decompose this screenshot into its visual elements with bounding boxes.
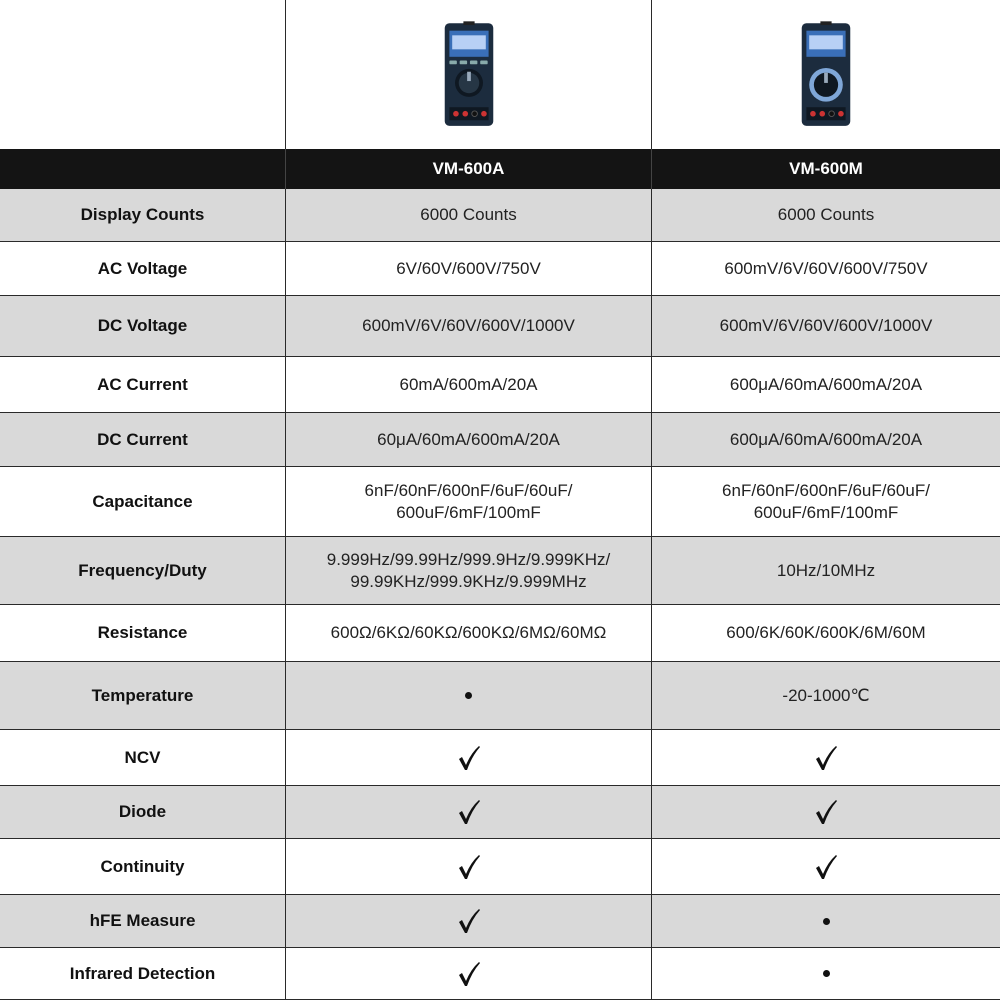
spec-value (730, 374, 922, 396)
spec-value-line: 600Ω/6KΩ/60KΩ/600KΩ/6MΩ/60MΩ (330, 623, 607, 642)
spec-value (331, 622, 607, 644)
checkmark-icon (457, 854, 481, 880)
spec-value-line: 600μA/60mA/600mA/20A (729, 429, 923, 449)
spec-value-line: 6000 Counts (420, 205, 517, 224)
feature-name: hFE Measure (89, 911, 196, 930)
spec-value-line: 600/6K/60K/600K/6M/60M (726, 623, 926, 642)
spec-value-line: 600mV/6V/60V/600V/1000V (719, 316, 933, 335)
feature-name: Frequency/Duty (78, 560, 207, 580)
spec-value-line: 600uF/6mF/100mF (753, 502, 899, 522)
multimeter-image (441, 19, 497, 131)
checkmark-icon (457, 961, 481, 987)
feature-name: Diode (118, 802, 167, 821)
spec-value (365, 480, 573, 524)
spec-value (362, 315, 575, 337)
checkmark-icon (457, 745, 481, 771)
spec-value (377, 429, 560, 451)
spec-value-line: 99.99KHz/999.9KHz/9.999MHz (350, 571, 587, 591)
spec-value-line: 6nF/60nF/600nF/6uF/60uF/ (722, 480, 930, 500)
spec-value-cell (652, 948, 1000, 1000)
multimeter-image (798, 19, 854, 131)
feature-name: Infrared Detection (69, 963, 216, 983)
feature-name: AC Current (97, 374, 188, 394)
spec-value-line: 6nF/60nF/600nF/6uF/60uF/ (364, 480, 573, 500)
spec-value-line: 600mV/6V/60V/600V/1000V (362, 316, 575, 335)
spec-value-cell (652, 662, 1000, 730)
row-label (0, 730, 286, 786)
spec-value-line: 10Hz/10MHz (776, 560, 876, 580)
row-label (0, 242, 286, 296)
row-label (0, 467, 286, 537)
model-name: VM-600M (789, 159, 863, 178)
spec-value-line: 60μA/60mA/600mA/20A (377, 429, 560, 449)
feature-name: DC Current (97, 429, 188, 449)
spec-value-cell (286, 189, 652, 242)
checkmark-icon (814, 799, 838, 825)
feature-name: NCV (124, 747, 161, 767)
spec-value (724, 258, 927, 280)
not-supported-dot-icon (823, 970, 830, 977)
spec-value-cell (652, 730, 1000, 786)
row-label (0, 413, 286, 467)
spec-value (778, 204, 874, 226)
spec-value (777, 560, 875, 582)
feature-name: DC Voltage (97, 316, 188, 335)
feature-name: Continuity (100, 856, 185, 876)
spec-value-cell (286, 413, 652, 467)
row-label (0, 895, 286, 948)
row-label (0, 357, 286, 413)
spec-value-cell (286, 537, 652, 605)
product-image-cell (652, 0, 1000, 149)
feature-name: Resistance (97, 623, 188, 642)
feature-name: AC Voltage (97, 258, 188, 278)
spec-value-cell (652, 895, 1000, 948)
spec-value-cell (286, 730, 652, 786)
spec-value-line: 6000 Counts (777, 205, 875, 224)
checkmark-icon (457, 799, 481, 825)
spec-value-cell (652, 357, 1000, 413)
spec-value-line: 9.999Hz/99.99Hz/999.9Hz/9.999KHz/ (326, 549, 611, 569)
row-label (0, 537, 286, 605)
row-label (0, 786, 286, 839)
spec-value (726, 622, 925, 644)
spec-value (396, 258, 541, 280)
model-header-cell (286, 149, 652, 189)
checkmark-icon (457, 908, 481, 934)
row-label (0, 296, 286, 357)
checkmark-icon (814, 854, 838, 880)
spec-value (400, 374, 538, 396)
spec-value (730, 429, 922, 451)
spec-value-cell (286, 895, 652, 948)
feature-name: Capacitance (92, 491, 193, 511)
row-label (0, 605, 286, 662)
feature-name: Temperature (91, 685, 194, 705)
row-label (0, 662, 286, 730)
spec-value-cell (286, 948, 652, 1000)
spec-value-line: -20-1000℃ (782, 685, 870, 705)
image-row-empty-cell (0, 0, 286, 149)
checkmark-icon (814, 745, 838, 771)
spec-value-cell (652, 242, 1000, 296)
spec-value-cell (652, 537, 1000, 605)
spec-value-line: 6V/60V/600V/750V (396, 258, 541, 278)
product-image-cell (286, 0, 652, 149)
not-supported-dot-icon (465, 692, 472, 699)
spec-value (782, 685, 869, 707)
spec-value-cell (652, 839, 1000, 895)
spec-value-cell (286, 357, 652, 413)
spec-value-line: 600uF/6mF/100mF (396, 502, 541, 522)
spec-value-cell (286, 662, 652, 730)
spec-value (420, 204, 516, 226)
spec-value (720, 315, 933, 337)
spec-value-cell (652, 189, 1000, 242)
spec-value-cell (652, 786, 1000, 839)
spec-value-line: 600mV/6V/60V/600V/750V (724, 258, 928, 278)
spec-value-line: 600μA/60mA/600mA/20A (729, 374, 923, 394)
spec-value-cell (286, 242, 652, 296)
spec-value-cell (652, 467, 1000, 537)
spec-value (722, 480, 930, 524)
spec-value-cell (652, 296, 1000, 357)
spec-value-cell (286, 467, 652, 537)
feature-name: Display Counts (80, 205, 205, 224)
spec-value (327, 549, 611, 593)
spec-value-cell (286, 296, 652, 357)
row-label (0, 189, 286, 242)
row-label (0, 948, 286, 1000)
not-supported-dot-icon (823, 918, 830, 925)
row-label (0, 839, 286, 895)
model-header-cell (652, 149, 1000, 189)
spec-value-cell (286, 605, 652, 662)
spec-value-cell (286, 786, 652, 839)
header-empty-cell (0, 149, 286, 189)
spec-value-cell (652, 413, 1000, 467)
spec-value-line: 60mA/600mA/20A (399, 374, 538, 394)
spec-value-cell (652, 605, 1000, 662)
spec-value-cell (286, 839, 652, 895)
model-name: VM-600A (432, 159, 505, 178)
